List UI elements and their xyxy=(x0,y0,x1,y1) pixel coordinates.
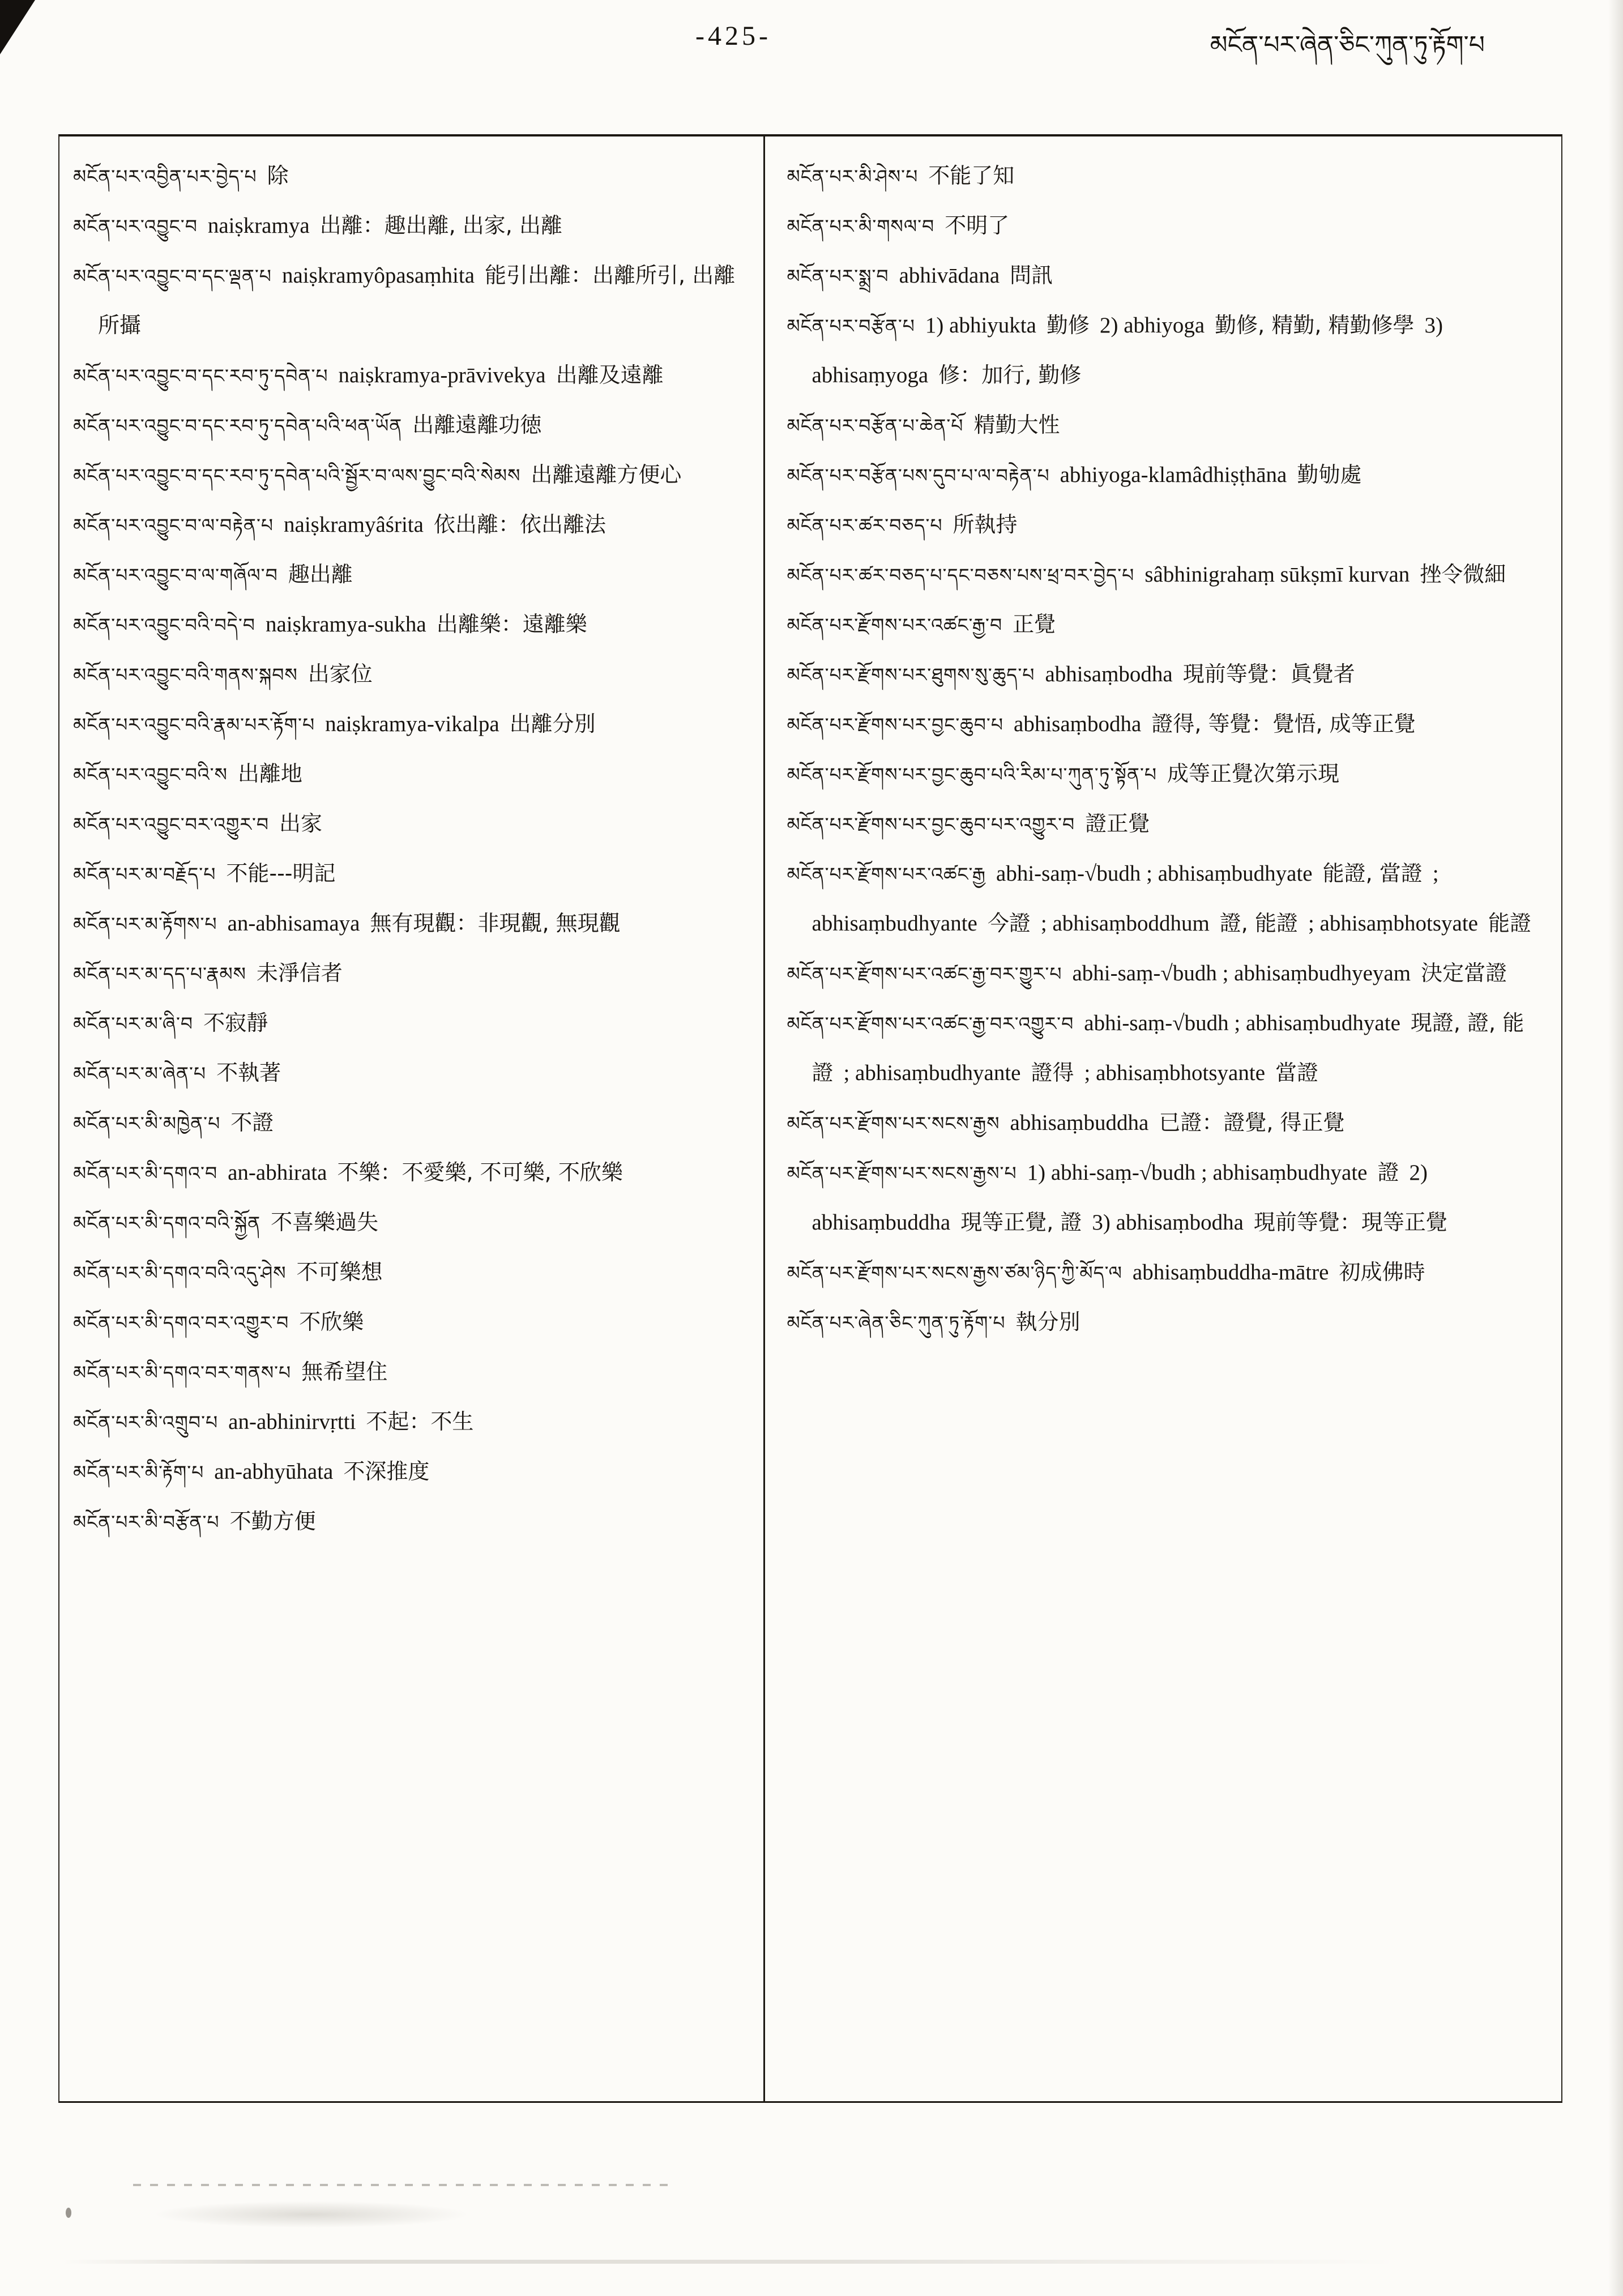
entry-segment-chi: 能證, 當證 xyxy=(1322,861,1423,886)
entry-segment-tib: མངོན་པར་རྫོགས་པར་སངས་རྒྱས་པ xyxy=(787,1162,1017,1184)
dictionary-entry xyxy=(787,151,1547,201)
dictionary-entry xyxy=(787,201,1547,251)
entry-segment-tib: མངོན་པར་རྫོགས་པར་སངས་རྒྱས xyxy=(787,1112,1000,1134)
entry-segment-chi: 出離分別 xyxy=(509,711,596,736)
entry-segment-lat: naiṣkramya xyxy=(207,214,310,238)
dictionary-entry xyxy=(73,1397,751,1447)
dictionary-entry xyxy=(787,251,1547,301)
entry-segment-tib: མངོན་པར་མི་གསལ་བ xyxy=(787,215,935,237)
dictionary-entry xyxy=(73,849,751,899)
entry-segment-chi: 正覺 xyxy=(1013,612,1056,637)
entry-segment-chi: 問訊 xyxy=(1010,263,1053,288)
entry-segment-tib: མངོན་པར་འབྱུང་བ་དང་རབ་ཏུ་དབེན་པ xyxy=(73,365,328,387)
entry-segment-lat: ; abhisaṃbudhyante xyxy=(812,861,1439,936)
entry-segment-tib: མངོན་པར་རྫོགས་པར་ཐུགས་སུ་ཆུད་པ xyxy=(787,664,1035,686)
dictionary-entry xyxy=(73,998,751,1048)
entry-segment-tib: མངོན་པར་མི་དགའ་བར་འགྱུར་བ xyxy=(73,1312,289,1334)
entry-segment-lat: 2) abhisaṃbuddha xyxy=(812,1160,1428,1235)
entry-segment-tib: མངོན་པར་རྫོགས་པར་འཚང་རྒྱ་བར་འགྱུར་བ xyxy=(787,1013,1074,1035)
content-frame xyxy=(58,134,1562,2103)
entry-segment-tib: མངོན་པར་བརྩོན་པས་དུབ་པ་ལ་བརྟེན་པ xyxy=(787,464,1050,486)
dictionary-entry xyxy=(73,1447,751,1497)
dictionary-entry xyxy=(787,400,1547,450)
entry-segment-chi: 現證, 證, 能證 xyxy=(812,1010,1524,1085)
entry-segment-chi: 勤劬處 xyxy=(1297,462,1362,487)
entry-segment-tib: མངོན་པར་རྫོགས་པར་བྱང་ཆུབ་པར་འགྱུར་བ xyxy=(787,813,1075,835)
entry-segment-chi: 無希望住 xyxy=(301,1359,388,1384)
entry-segment-chi: 趣出離 xyxy=(288,562,353,587)
dictionary-entry xyxy=(787,500,1547,550)
dictionary-entry xyxy=(787,998,1547,1098)
entry-segment-chi: 不深推度 xyxy=(343,1459,430,1484)
dictionary-entry xyxy=(787,650,1547,699)
dictionary-entry xyxy=(73,949,751,998)
entry-segment-chi: 依出離：依出離法 xyxy=(433,512,606,537)
entry-segment-chi: 不寂靜 xyxy=(203,1010,268,1035)
entry-segment-lat: abhisaṃbuddha-mātre xyxy=(1132,1260,1329,1284)
entry-segment-lat: abhi-saṃ-√budh ; abhisaṃbudhyate xyxy=(1084,1011,1400,1035)
entry-segment-lat: 2) abhiyoga xyxy=(1099,313,1205,338)
entry-segment-chi: 能引出離：出離所引, 出離所攝 xyxy=(98,263,736,338)
dictionary-entry xyxy=(73,450,751,500)
entry-segment-chi: 當證 xyxy=(1275,1060,1319,1085)
entry-segment-tib: མངོན་པར་མི་དགའ་བའི་འདུ་ཤེས xyxy=(73,1262,287,1284)
entry-segment-tib: མངོན་པར་རྫོགས་པར་འཚང་རྒྱ xyxy=(787,863,986,885)
entry-segment-lat: abhisaṃbodha xyxy=(1045,662,1173,686)
entry-segment-chi: 證得, 等覺：覺悟, 成等正覺 xyxy=(1151,711,1416,736)
dictionary-entry xyxy=(787,600,1547,650)
entry-segment-lat: an-abhinirvṛtti xyxy=(228,1410,356,1434)
entry-segment-lat: an-abhisamaya xyxy=(227,911,360,936)
dictionary-entry xyxy=(787,450,1547,500)
entry-segment-lat: an-abhyūhata xyxy=(214,1459,334,1484)
entry-segment-chi: 勤修 xyxy=(1046,313,1090,338)
entry-segment-tib: མངོན་པར་མི་མཁྱེན་པ xyxy=(73,1112,221,1134)
dictionary-entry xyxy=(73,151,751,201)
entry-segment-tib: མངོན་པར་འབྱུང་བའི་བདེ་བ xyxy=(73,614,255,636)
dictionary-entry xyxy=(73,1148,751,1198)
entry-segment-chi: 勤修, 精勤, 精勤修學 xyxy=(1215,313,1415,338)
entry-segment-tib: མངོན་པར་འབྱུང་བ xyxy=(73,215,198,237)
dictionary-entry xyxy=(787,1148,1547,1248)
entry-segment-tib: མངོན་པར་རྫོགས་པར་བྱང་ཆུབ་པའི་རིམ་པ་ཀུན་ཏུ་སྟོན་པ xyxy=(787,763,1158,786)
dictionary-entry xyxy=(787,1298,1547,1347)
entry-segment-lat: abhivādana xyxy=(899,263,1000,288)
dictionary-entry xyxy=(73,1497,751,1547)
entry-segment-chi: 出離：趣出離, 出家, 出離 xyxy=(319,213,562,238)
dictionary-entry xyxy=(73,1298,751,1347)
entry-segment-tib: མངོན་པར་ཚར་བཅད་པ xyxy=(787,514,943,536)
dictionary-entry xyxy=(787,301,1547,400)
page-header xyxy=(0,15,1623,77)
dictionary-entry xyxy=(787,1098,1547,1148)
scan-dotline-artifact xyxy=(133,2184,671,2186)
entry-segment-chi: 能證 xyxy=(1488,911,1531,936)
entry-segment-chi: 今證 xyxy=(987,911,1031,936)
entry-segment-chi: 證正覺 xyxy=(1085,811,1150,836)
dictionary-entry xyxy=(73,400,751,450)
entry-segment-tib: མངོན་པར་མ་དད་པ་རྣམས xyxy=(73,963,246,985)
entry-segment-chi: 未淨信者 xyxy=(256,961,343,985)
scan-right-edge-artifact xyxy=(1608,0,1623,2296)
entry-segment-chi: 出離及遠離 xyxy=(556,362,664,387)
entry-segment-lat: naiṣkramyôpasaṃhita xyxy=(281,263,475,288)
entry-segment-lat: naiṣkramya-sukha xyxy=(265,612,426,637)
entry-segment-lat: naiṣkramya-prāvivekya xyxy=(338,363,546,387)
entry-segment-chi: 現前等覺：現等正覺 xyxy=(1253,1210,1447,1235)
entry-segment-chi: 精勤大性 xyxy=(973,412,1060,437)
entry-segment-tib: མངོན་པར་རྫོགས་པར་འཚང་རྒྱ་བ xyxy=(787,614,1003,636)
entry-segment-tib: མངོན་པར་མ་ཞི་བ xyxy=(73,1013,194,1035)
entry-segment-lat: abhi-saṃ-√budh ; abhisaṃbudhyeyam xyxy=(1072,961,1411,985)
entry-segment-tib: མངོན་པར་འབྱུང་བ་དང་རབ་ཏུ་དབེན་པའི་སྦྱོར་བ་ལས་བྱུང་བའི་སེམས xyxy=(73,464,521,486)
page-number: -425- xyxy=(695,21,771,51)
dictionary-entry xyxy=(73,251,751,351)
dictionary-entry xyxy=(73,650,751,699)
entry-segment-chi: 無有現觀：非現觀, 無現觀 xyxy=(370,911,621,936)
entry-segment-tib: མངོན་པར་མི་ཤེས་པ xyxy=(787,165,919,187)
entry-segment-chi: 初成佛時 xyxy=(1339,1260,1425,1284)
entry-segment-chi: 修：加行, 勤修 xyxy=(938,362,1082,387)
dictionary-entry xyxy=(73,899,751,949)
entry-segment-lat: naiṣkramya-vikalpa xyxy=(325,712,499,736)
entry-segment-chi: 除 xyxy=(267,163,289,188)
entry-segment-lat: ; abhisaṃbudhyante xyxy=(843,1061,1021,1085)
entry-segment-tib: མངོན་པར་མ་ཞེན་པ xyxy=(73,1062,207,1085)
entry-segment-chi: 不能---明記 xyxy=(226,861,336,886)
left-column xyxy=(59,136,765,2101)
right-column xyxy=(765,136,1561,2101)
entry-segment-tib: མངོན་པར་མི་དགའ་བའི་སྐྱོན xyxy=(73,1212,261,1234)
entry-segment-tib: མངོན་པར་མི་བརྩོན་པ xyxy=(73,1511,220,1533)
dictionary-entry xyxy=(787,1248,1547,1298)
entry-segment-tib: མངོན་པར་མི་རྟོག་པ xyxy=(73,1461,204,1483)
dictionary-entry xyxy=(787,749,1547,799)
entry-segment-chi: 不勤方便 xyxy=(229,1509,316,1534)
running-head-tibetan: མངོན་པར་ཞེན་ཅིང་ཀུན་ཏུ་རྟོག་པ xyxy=(1210,31,1485,59)
dictionary-entry xyxy=(73,1198,751,1248)
entry-segment-tib: མངོན་པར་བརྩོན་པ་ཆེན་པོ xyxy=(787,415,964,437)
entry-segment-tib: མངོན་པར་མ་བརྗོད་པ xyxy=(73,863,216,885)
dictionary-entry xyxy=(73,699,751,749)
dictionary-entry xyxy=(787,849,1547,949)
entry-segment-tib: མངོན་པར་མི་འགྲུབ་པ xyxy=(73,1411,219,1433)
entry-segment-tib: མངོན་པར་འབྱུང་བའི་རྣམ་པར་རྟོག་པ xyxy=(73,714,315,736)
entry-segment-chi: 不起：不生 xyxy=(366,1409,474,1434)
entry-segment-tib: མངོན་པར་རྫོགས་པར་བྱང་ཆུབ་པ xyxy=(787,714,1004,736)
entry-segment-tib: མངོན་པར་ཚར་བཅད་པ་དང་བཅས་པས་ཕྲ་བར་བྱེད་པ xyxy=(787,564,1135,586)
entry-segment-lat: ; abhisaṃboddhum xyxy=(1040,911,1210,936)
entry-segment-tib: མངོན་པར་འབྱུང་བ་དང་ལྡན་པ xyxy=(73,265,272,287)
entry-segment-lat: 3) abhisaṃyoga xyxy=(812,313,1443,387)
entry-segment-chi: 不執著 xyxy=(216,1060,281,1085)
entry-segment-tib: མངོན་པར་འབྱུང་བའི་ས xyxy=(73,763,228,786)
entry-segment-chi: 證, 能證 xyxy=(1219,911,1298,936)
dictionary-entry xyxy=(787,699,1547,749)
entry-segment-chi: 出離遠離方便心 xyxy=(531,462,682,487)
entry-segment-lat: 1) abhi-saṃ-√budh ; abhisaṃbudhyate xyxy=(1027,1160,1368,1185)
entry-segment-tib: མངོན་པར་འབྱུང་བ་ལ་གཞོལ་བ xyxy=(73,564,278,586)
entry-segment-lat: abhisaṃbuddha xyxy=(1010,1111,1149,1135)
entry-segment-lat: an-abhirata xyxy=(228,1160,327,1185)
dictionary-entry xyxy=(73,600,751,650)
dictionary-entry xyxy=(73,799,751,849)
entry-segment-lat: ; abhisaṃbhotsyante xyxy=(1084,1061,1266,1085)
entry-segment-lat: abhisaṃbodha xyxy=(1014,712,1142,736)
entry-segment-tib: མངོན་པར་སྨྲ་བ xyxy=(787,265,889,287)
entry-segment-lat: sâbhinigrahaṃ sūkṣmī kurvan xyxy=(1144,562,1410,587)
entry-segment-tib: མངོན་པར་འབྱུང་བར་འགྱུར་བ xyxy=(73,813,270,835)
entry-segment-tib: མངོན་པར་འབྱིན་པར་བྱེད་པ xyxy=(73,165,257,187)
entry-segment-chi: 證 xyxy=(1377,1160,1399,1185)
dictionary-entry xyxy=(73,1048,751,1098)
dictionary-entry xyxy=(787,550,1547,600)
scan-speck-artifact xyxy=(66,2208,71,2218)
dictionary-entry xyxy=(787,799,1547,849)
entry-segment-tib: མངོན་པར་འབྱུང་བའི་གནས་སྐབས xyxy=(73,664,298,686)
dictionary-entry xyxy=(73,500,751,550)
entry-segment-lat: 1) abhiyukta xyxy=(925,313,1036,338)
entry-segment-chi: 出離地 xyxy=(237,761,302,786)
entry-segment-lat: abhi-saṃ-√budh ; abhisaṃbudhyate xyxy=(996,861,1313,886)
entry-segment-tib: མངོན་པར་འབྱུང་བ་ལ་བརྟེན་པ xyxy=(73,514,274,536)
entry-segment-chi: 不可樂想 xyxy=(296,1260,383,1284)
dictionary-entry xyxy=(73,1248,751,1298)
entry-segment-chi: 不能了知 xyxy=(928,163,1015,188)
scan-streak-artifact xyxy=(62,2260,1467,2264)
entry-segment-chi: 現等正覺, 證 xyxy=(960,1210,1082,1235)
dictionary-entry xyxy=(73,749,751,799)
entry-segment-chi: 執分別 xyxy=(1015,1309,1080,1334)
entry-segment-chi: 決定當證 xyxy=(1421,961,1507,985)
dictionary-entry xyxy=(73,1098,751,1148)
entry-segment-tib: མངོན་པར་ཞེན་ཅིང་ཀུན་ཏུ་རྟོག་པ xyxy=(787,1312,1006,1334)
entry-segment-chi: 出離遠離功徳 xyxy=(412,412,542,437)
entry-segment-chi: 所執持 xyxy=(953,512,1018,537)
entry-segment-tib: མངོན་པར་མི་དགའ་བར་གནས་པ xyxy=(73,1362,292,1384)
entry-segment-chi: 出離樂：遠離樂 xyxy=(436,612,587,637)
entry-segment-tib: མངོན་པར་རྫོགས་པར་སངས་རྒྱས་ཙམ་ཉིད་ཀྱི་མོད་ལ xyxy=(787,1262,1122,1284)
dictionary-entry xyxy=(73,351,751,400)
entry-segment-chi: 不欣樂 xyxy=(299,1309,364,1334)
entry-segment-tib: མངོན་པར་རྫོགས་པར་འཚང་རྒྱ་བར་གྱུར་པ xyxy=(787,963,1062,985)
entry-segment-tib: མངོན་པར་འབྱུང་བ་དང་རབ་ཏུ་དབེན་པའི་ཕན་ཡོན xyxy=(73,415,403,437)
entry-segment-chi: 不證 xyxy=(230,1110,274,1135)
dictionary-entry xyxy=(73,550,751,600)
scan-smudge-artifact xyxy=(153,2201,470,2228)
entry-segment-chi: 證得 xyxy=(1031,1060,1074,1085)
dictionary-entry xyxy=(787,949,1547,998)
entry-segment-chi: 不明了 xyxy=(945,213,1010,238)
entry-segment-lat: abhiyoga-klamâdhiṣṭhāna xyxy=(1060,463,1287,487)
entry-segment-lat: naiṣkramyâśrita xyxy=(284,513,424,537)
entry-segment-chi: 不樂：不愛樂, 不可樂, 不欣樂 xyxy=(337,1160,623,1185)
dictionary-entry xyxy=(73,201,751,251)
entry-segment-chi: 現前等覺：眞覺者 xyxy=(1182,662,1355,686)
entry-segment-tib: མངོན་པར་མི་དགའ་བ xyxy=(73,1162,218,1184)
entry-segment-lat: ; abhisaṃbhotsyate xyxy=(1308,911,1478,936)
entry-segment-chi: 出家位 xyxy=(307,662,373,686)
entry-segment-lat: 3) abhisaṃbodha xyxy=(1092,1210,1244,1235)
entry-segment-tib: མངོན་པར་བརྩོན་པ xyxy=(787,315,915,337)
entry-segment-chi: 不喜樂過失 xyxy=(271,1210,379,1235)
entry-segment-tib: མངོན་པར་མ་རྟོགས་པ xyxy=(73,913,217,935)
dictionary-entry xyxy=(73,1347,751,1397)
entry-segment-chi: 已證：證覺, 得正覺 xyxy=(1159,1110,1345,1135)
entry-segment-chi: 出家 xyxy=(279,811,323,836)
entry-segment-chi: 挫令微細 xyxy=(1420,562,1506,587)
entry-segment-chi: 成等正覺次第示現 xyxy=(1167,761,1340,786)
